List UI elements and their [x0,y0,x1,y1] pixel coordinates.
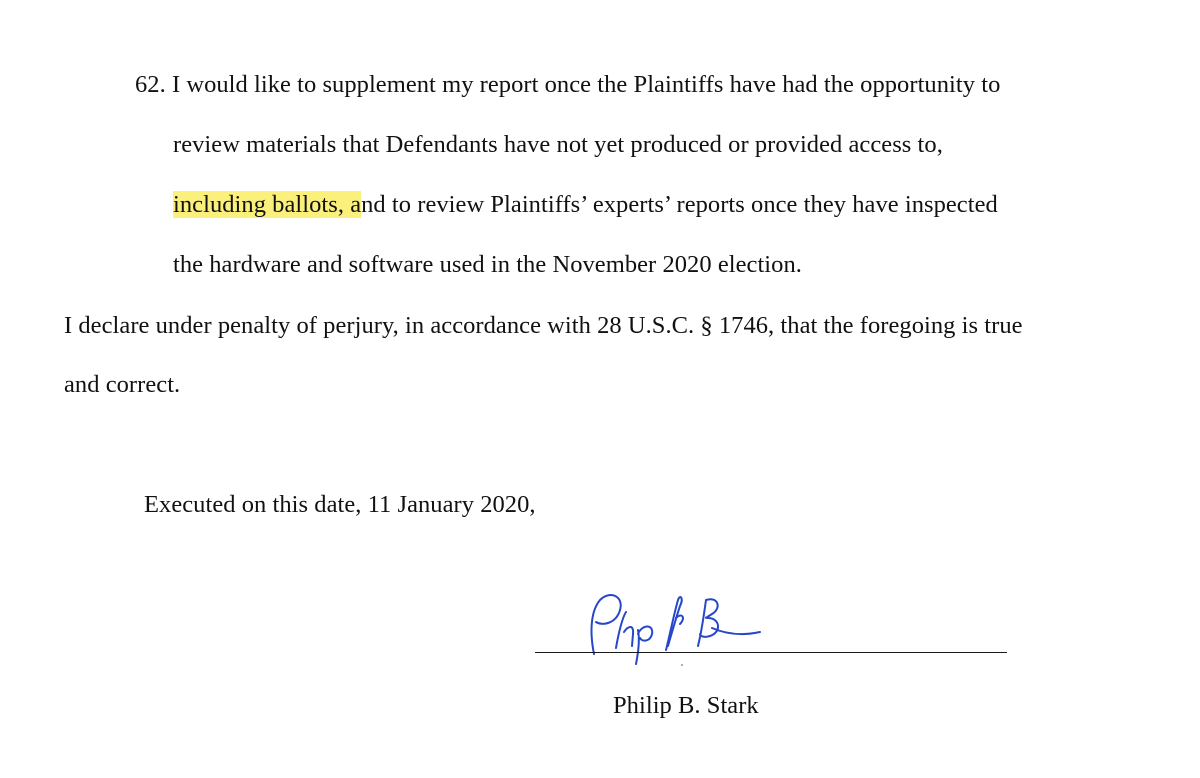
execution-date-line: Executed on this date, 11 January 2020, [144,491,536,518]
paragraph-62-line-4: the hardware and software used in the November 2020 election. [173,251,802,278]
paragraph-62-line-3 [173,190,998,220]
signature-ink-dot [681,664,683,666]
highlighted-text: including ballots, a [173,191,362,218]
paragraph-62-line-2: review materials that Defendants have not yet produced or provided access to, [173,131,943,158]
signer-name: Philip B. Stark [613,692,759,719]
paragraph-62-line-3-rest: nd to review Plaintiffs’ experts’ reports once they have inspected [361,191,998,218]
paragraph-62-line-1: 62. I would like to supplement my report once the Plaintiffs have had the opportunity to [135,71,1001,98]
handwritten-signature [580,588,770,668]
declaration-line-2: and correct. [64,371,181,398]
declaration-line-1: I declare under penalty of perjury, in accordance with 28 U.S.C. § 1746, that the foregoing is true [64,312,1023,339]
signature-line [535,652,1007,653]
